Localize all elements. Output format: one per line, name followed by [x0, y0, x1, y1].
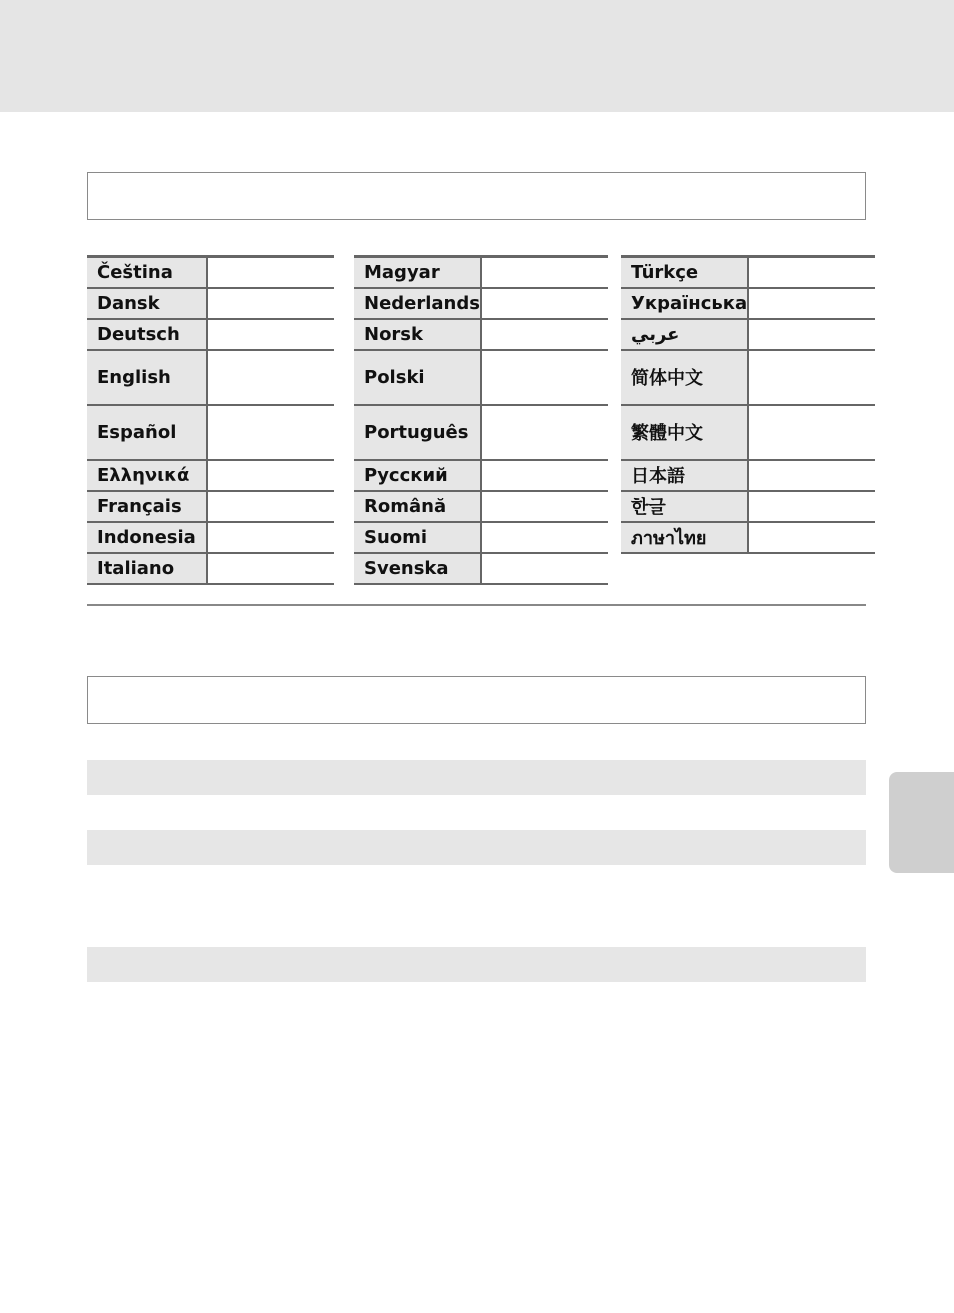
value-cell	[207, 257, 334, 288]
value-cell	[481, 257, 608, 288]
section-title-box	[87, 172, 866, 220]
language-label: Polski	[354, 350, 481, 405]
value-cell	[207, 522, 334, 553]
value-cell	[481, 405, 608, 460]
section-divider	[87, 604, 866, 606]
value-cell	[207, 491, 334, 522]
shaded-bar	[87, 830, 866, 865]
value-cell	[748, 350, 875, 405]
language-label: Indonesia	[87, 522, 207, 553]
value-cell	[207, 460, 334, 491]
value-cell	[207, 319, 334, 350]
value-cell	[748, 522, 875, 553]
value-cell	[481, 522, 608, 553]
value-cell	[748, 288, 875, 319]
shaded-bar	[87, 760, 866, 795]
language-label: Português	[354, 405, 481, 460]
language-label: Dansk	[87, 288, 207, 319]
language-label: Türkçe	[621, 257, 748, 288]
value-cell	[481, 553, 608, 584]
value-cell	[207, 405, 334, 460]
language-label: Nederlands	[354, 288, 481, 319]
language-label: Ελληνικά	[87, 460, 207, 491]
value-cell	[207, 350, 334, 405]
value-cell	[748, 491, 875, 522]
language-label: Français	[87, 491, 207, 522]
value-cell	[748, 319, 875, 350]
language-label: 한글	[621, 491, 748, 522]
value-cell	[481, 491, 608, 522]
language-label: Suomi	[354, 522, 481, 553]
value-cell	[481, 460, 608, 491]
language-label: 简体中文	[621, 350, 748, 405]
language-table-column-2	[354, 255, 608, 585]
value-cell	[481, 350, 608, 405]
language-label: 繁體中文	[621, 405, 748, 460]
language-label: Română	[354, 491, 481, 522]
language-label: Čeština	[87, 257, 207, 288]
page-header-band	[0, 0, 954, 112]
language-label: عربي	[621, 319, 748, 350]
value-cell	[748, 405, 875, 460]
language-table-column-1	[87, 255, 334, 585]
language-label: Українська	[621, 288, 748, 319]
language-table-column-3	[621, 255, 875, 554]
language-label: Deutsch	[87, 319, 207, 350]
language-label: Magyar	[354, 257, 481, 288]
chapter-tab	[889, 772, 954, 873]
language-label: English	[87, 350, 207, 405]
language-label: Русский	[354, 460, 481, 491]
value-cell	[748, 460, 875, 491]
value-cell	[481, 288, 608, 319]
value-cell	[748, 257, 875, 288]
value-cell	[481, 319, 608, 350]
section-title-box	[87, 676, 866, 724]
value-cell	[207, 553, 334, 584]
shaded-bar	[87, 947, 866, 982]
language-label: Norsk	[354, 319, 481, 350]
language-label: Svenska	[354, 553, 481, 584]
language-label: Italiano	[87, 553, 207, 584]
language-label: ภาษาไทย	[621, 522, 748, 553]
language-label: 日本語	[621, 460, 748, 491]
language-label: Español	[87, 405, 207, 460]
value-cell	[207, 288, 334, 319]
